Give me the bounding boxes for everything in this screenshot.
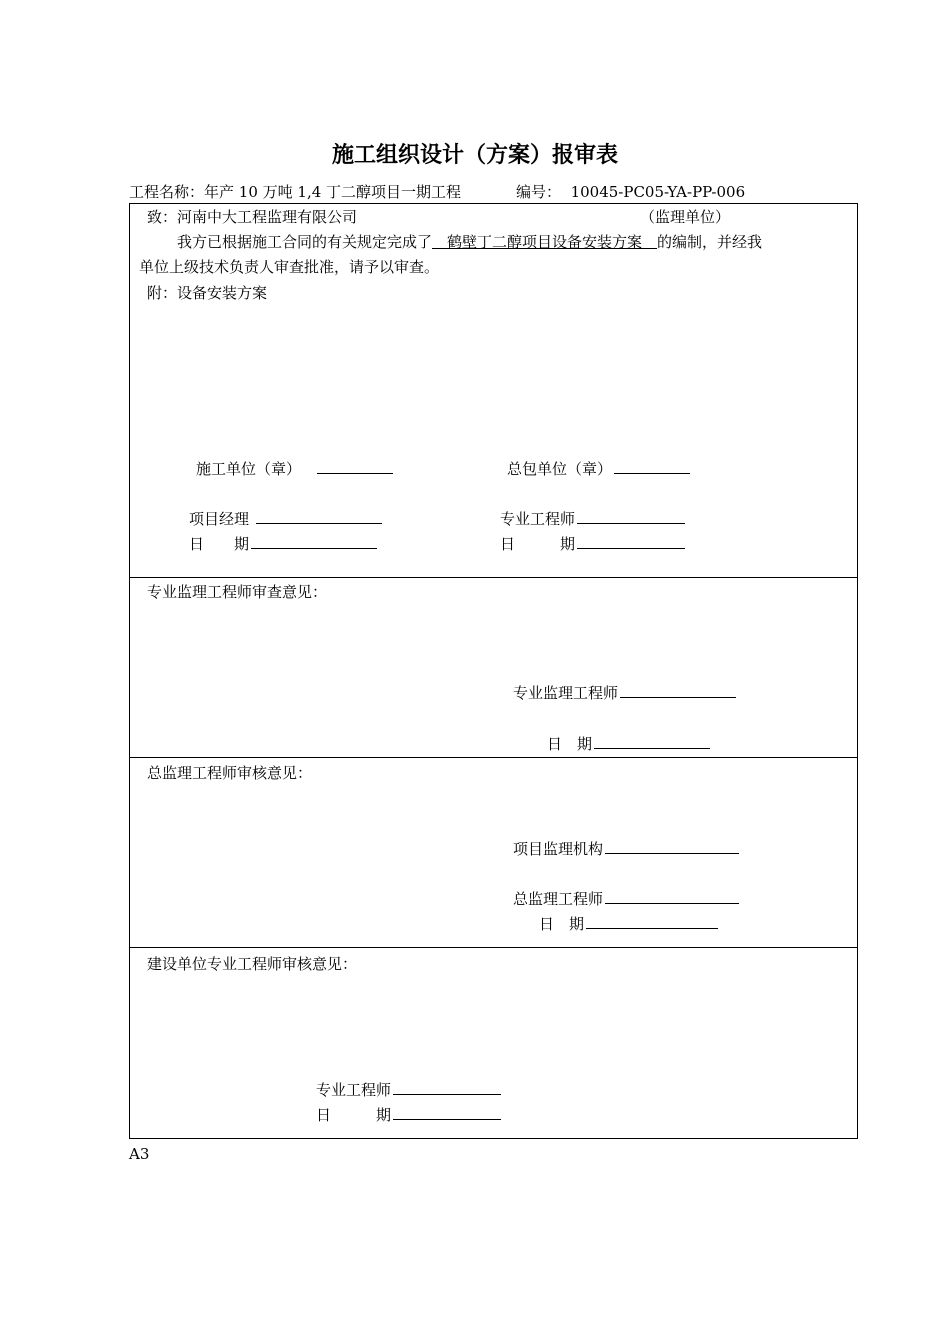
to-label: 致： bbox=[147, 208, 178, 226]
recipient-line bbox=[147, 208, 357, 226]
org-label: 项目监理机构 bbox=[513, 840, 604, 858]
specialty-supervisor-opinion-heading: 专业监理工程师审查意见： bbox=[147, 583, 328, 601]
statement-suffix: 的编制，并经我 bbox=[657, 233, 763, 251]
project-label: 工程名称： bbox=[129, 183, 205, 201]
section4-date bbox=[316, 1104, 501, 1124]
signature-blank[interactable] bbox=[620, 682, 736, 698]
date-label: 日 期 bbox=[547, 735, 593, 753]
divider bbox=[129, 757, 858, 758]
general-contractor-label: 总包单位（章） bbox=[507, 460, 613, 478]
attachment-name: 设备安装方案 bbox=[177, 284, 268, 302]
signature-blank[interactable] bbox=[256, 508, 382, 524]
date-label: 日 期 bbox=[500, 535, 576, 553]
date-blank[interactable] bbox=[251, 533, 377, 549]
chief-supervisor-sign bbox=[513, 888, 739, 908]
chief-supervisor-opinion-heading: 总监理工程师审核意见： bbox=[147, 764, 313, 782]
signer-label: 专业工程师 bbox=[316, 1081, 392, 1099]
construction-unit-sign bbox=[196, 458, 393, 478]
signature-blank[interactable] bbox=[614, 458, 690, 474]
project-name-line bbox=[129, 183, 461, 201]
date-blank[interactable] bbox=[594, 733, 710, 749]
plan-name: 鹤壁丁二醇项目设备安装方案 bbox=[432, 233, 658, 251]
project-manager-sign bbox=[189, 508, 382, 528]
supervision-company: 河南中大工程监理有限公司 bbox=[177, 208, 358, 226]
supervision-org-sign bbox=[513, 838, 739, 858]
specialty-supervisor-sign bbox=[513, 682, 736, 702]
divider bbox=[129, 947, 858, 948]
owner-engineer-opinion-heading: 建设单位专业工程师审核意见： bbox=[147, 955, 358, 973]
owner-engineer-sign bbox=[316, 1079, 501, 1099]
signer-label: 专业监理工程师 bbox=[513, 684, 619, 702]
specialty-engineer-label: 专业工程师 bbox=[500, 510, 576, 528]
date-label: 日 期 bbox=[316, 1106, 392, 1124]
date-left-line bbox=[189, 533, 377, 553]
statement-line2: 单位上级技术负责人审查批准，请予以审查。 bbox=[139, 258, 440, 276]
signature-blank[interactable] bbox=[605, 838, 739, 854]
signature-blank[interactable] bbox=[317, 458, 393, 474]
section2-date bbox=[547, 733, 710, 753]
date-blank[interactable] bbox=[577, 533, 685, 549]
statement-prefix: 我方已根据施工合同的有关规定完成了 bbox=[177, 233, 433, 251]
date-right-line bbox=[500, 533, 685, 553]
form-code: A3 bbox=[129, 1145, 150, 1163]
form-number-line bbox=[516, 183, 745, 201]
submission-statement bbox=[177, 233, 762, 251]
number-label: 编号： bbox=[516, 183, 562, 201]
date-blank[interactable] bbox=[393, 1104, 501, 1120]
specialty-engineer-sign bbox=[500, 508, 685, 528]
attach-label: 附： bbox=[147, 284, 178, 302]
attachment-line bbox=[147, 284, 267, 302]
form-table bbox=[129, 203, 858, 1139]
section3-date bbox=[539, 913, 718, 933]
project-manager-label: 项目经理 bbox=[189, 510, 250, 528]
date-blank[interactable] bbox=[586, 913, 718, 929]
signer-label: 总监理工程师 bbox=[513, 890, 604, 908]
supervision-unit-label: （监理单位） bbox=[640, 208, 731, 226]
signature-blank[interactable] bbox=[393, 1079, 501, 1095]
page-title: 施工组织设计（方案）报审表 bbox=[331, 143, 618, 168]
signature-blank[interactable] bbox=[577, 508, 685, 524]
date-label: 日 期 bbox=[539, 915, 585, 933]
divider bbox=[129, 577, 858, 578]
number-value: 10045-PC05-YA-PP-006 bbox=[570, 183, 746, 201]
project-name: 年产 10 万吨 1,4 丁二醇项目一期工程 bbox=[204, 183, 462, 201]
construction-unit-label: 施工单位（章） bbox=[196, 460, 302, 478]
general-contractor-sign bbox=[507, 458, 690, 478]
signature-blank[interactable] bbox=[605, 888, 739, 904]
date-label: 日 期 bbox=[189, 535, 250, 553]
